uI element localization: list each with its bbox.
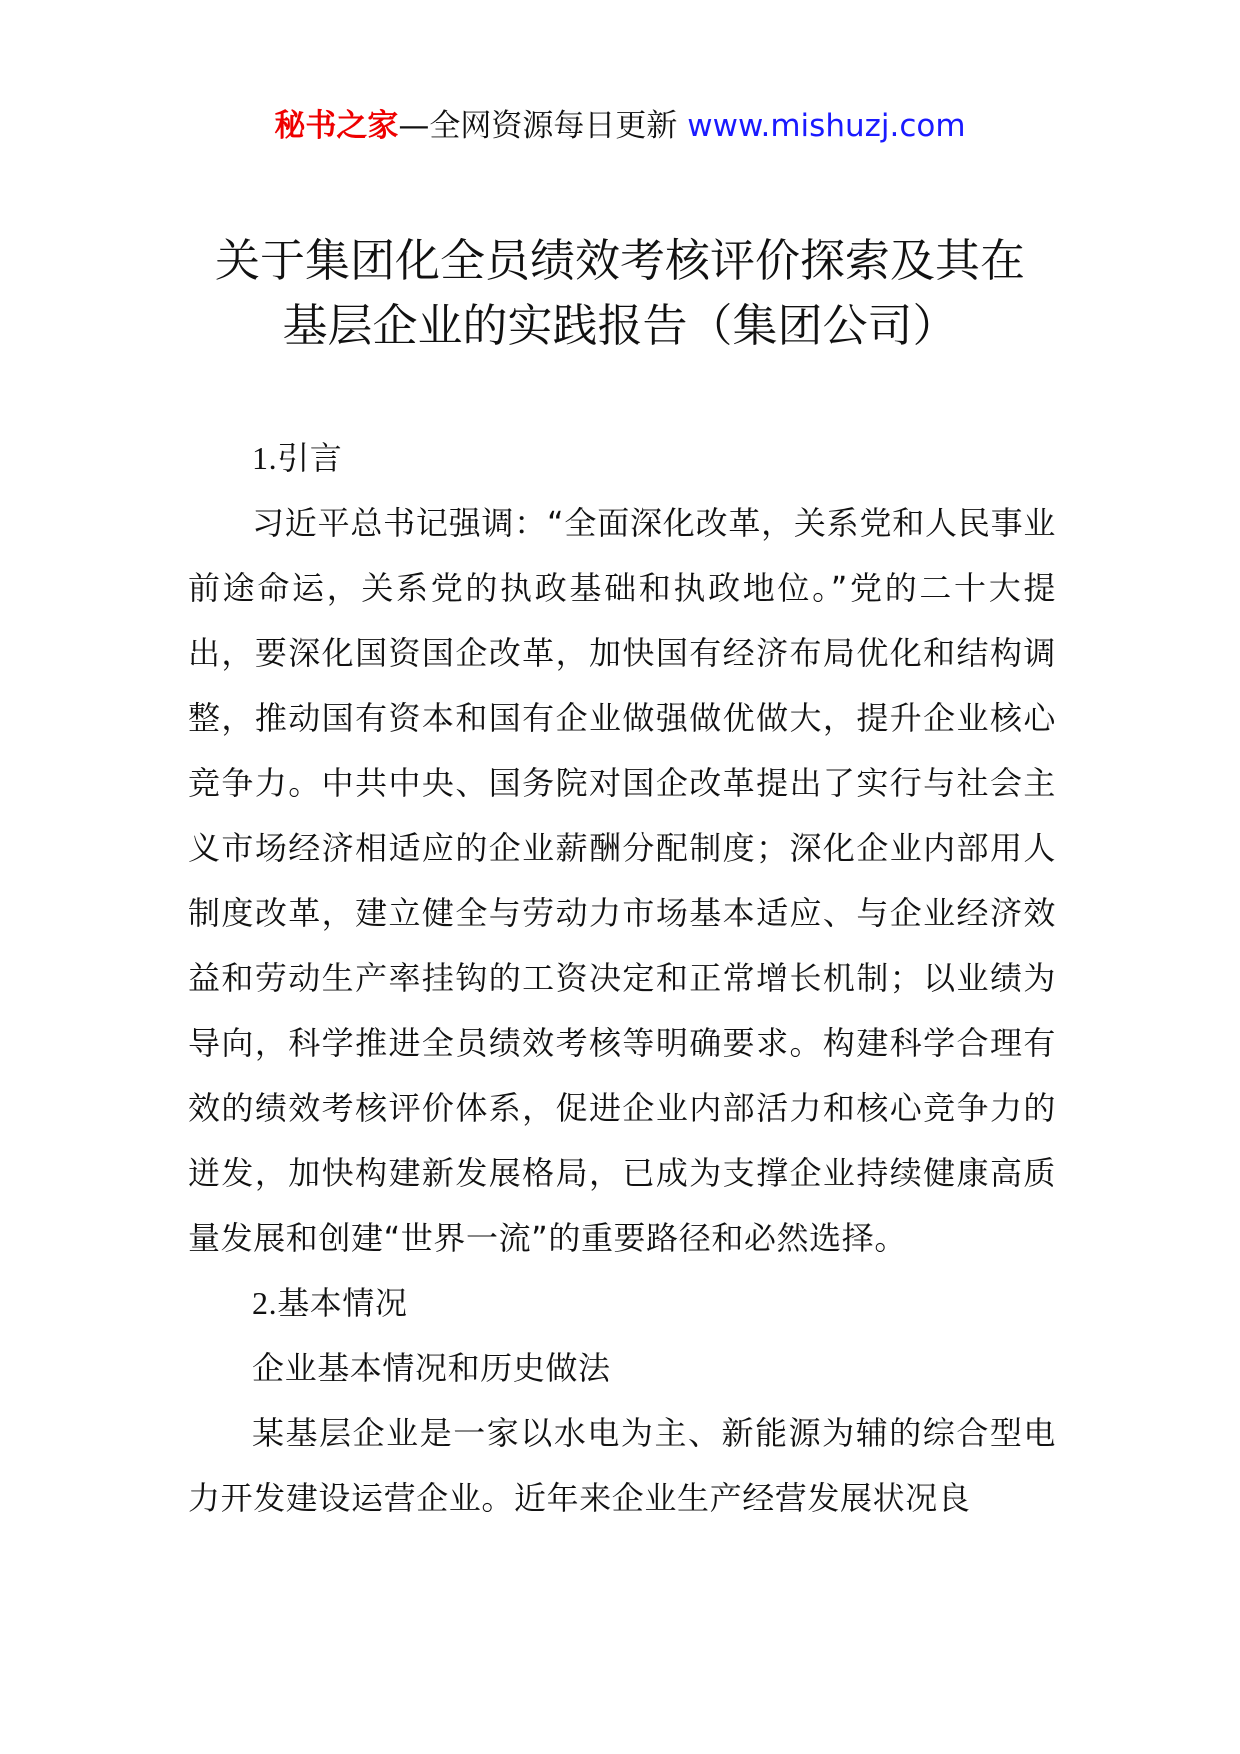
section-number: 2. bbox=[252, 1285, 278, 1321]
document-title-line-2: 基层企业的实践报告（集团公司） bbox=[282, 299, 958, 352]
section-heading-text: 基本情况 bbox=[277, 1284, 408, 1322]
section-heading-basic-situation bbox=[188, 1271, 1056, 1336]
paragraph-introduction: 习近平总书记强调：“全面深化改革，关系党和人民事业前途命运，关系党的执政基础和执政地位。”党的二十大提出，要深化国资国企改革，加快国有经济布局优化和结构调整，推动国有资本和国有企业做强做优做大，提升企业核心竞争力。中共中央、国务院对国企改革提出了实行与社会主义市场经济相适应的企业薪酬分配制度；深化企业内部用人制度改革，建立健全与劳动力市场基本适应、与企业经济效益和劳动生产率挂钩的工资决定和正常增长机制；以业绩为导向，科学推进全员绩效考核等明确要求。构建科学合理有效的绩效考核评价体系，促进企业内部活力和核心竞争力的迸发，加快构建新发展格局，已成为支撑企业持续健康高质量发展和创建“世界一流”的重要路径和必然选择。 bbox=[188, 504, 1056, 1257]
document-title bbox=[160, 228, 1080, 358]
banner-url-link[interactable]: www.mishuzj.com bbox=[687, 108, 966, 144]
section-heading-introduction bbox=[188, 426, 1056, 491]
banner-slogan: —全网资源每日更新 bbox=[398, 108, 678, 144]
document-body bbox=[188, 426, 1056, 1531]
section-heading-text: 引言 bbox=[277, 439, 343, 477]
section-number: 1. bbox=[252, 440, 278, 476]
site-banner bbox=[0, 104, 1240, 148]
document-title-line-1: 关于集团化全员绩效考核评价探索及其在 bbox=[214, 234, 1025, 287]
paragraph-enterprise-overview: 某基层企业是一家以水电为主、新能源为辅的综合型电力开发建设运营企业。近年来企业生产经营发展状况良 bbox=[188, 1414, 1056, 1517]
banner-brand: 秘书之家 bbox=[274, 108, 399, 144]
subheading-enterprise-history: 企业基本情况和历史做法 bbox=[252, 1349, 611, 1387]
